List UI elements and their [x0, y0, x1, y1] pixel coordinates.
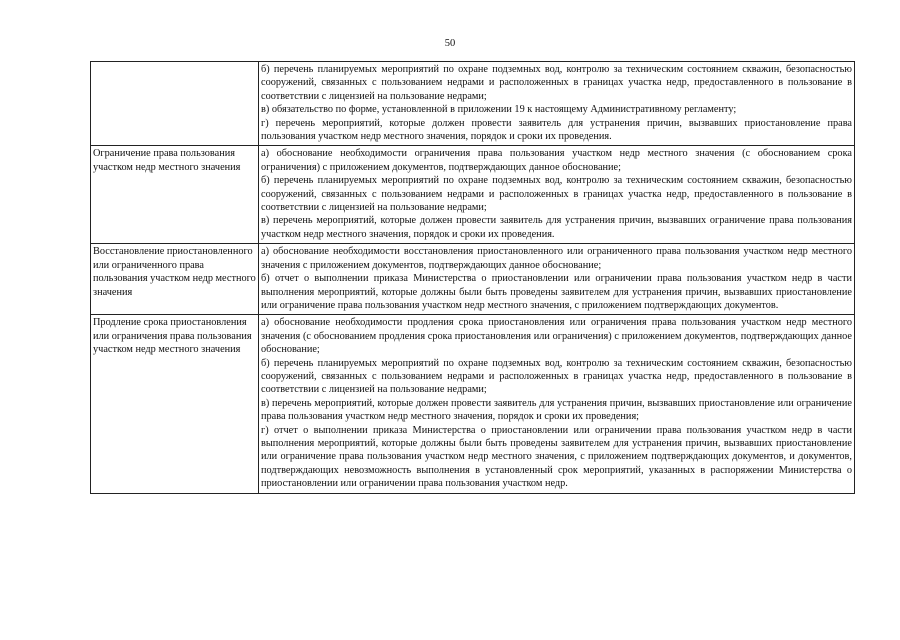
document-item: б) перечень планируемых мероприятий по охране подземных вод, контролю за техническим состоянием скважин, безопасностью сооружений, связанных с пользованием недрами и расположенных в границах участка недр, предоставленного в пользование в соответствии с лицензией на пользование недрами; — [261, 64, 852, 102]
documents-cell — [259, 315, 855, 493]
document-item: б) отчет о выполнении приказа Министерства о приостановлении или ограничении права пользования участком недр в части выполнения мероприятий, которые должны были быть проведены заявителем для устранения причин, вызвавших приостановление или ограничение права пользования участком недр местного значения, с приложением подтверждающих документов. — [261, 273, 852, 311]
table-row — [91, 244, 855, 315]
table-row — [91, 62, 855, 146]
document-item: г) отчет о выполнении приказа Министерства о приостановлении или ограничении права пользования участком недр в части выполнения мероприятий, которые должны были быть проведены заявителем для устранения причин, вызвавших приостановление или ограничение права пользования участком недр местного значения, с приложением подтверждающих документов, и документов, подтверждающих невозможность выполнения в установленный срок мероприятий, указанных в распоряжении Министерства о приостановлении или ограничении права пользования участком недр. — [261, 424, 852, 490]
document-item: г) перечень мероприятий, которые должен провести заявитель для устранения причин, вызвавших приостановление права пользования участком недр местного значения, порядок и сроки их проведения. — [261, 117, 852, 143]
document-item: в) перечень мероприятий, которые должен провести заявитель для устранения причин, вызвавших ограничение права пользования участком недр местного значения, порядок и сроки их проведения. — [261, 215, 852, 240]
table-row — [91, 146, 855, 244]
action-cell: Продление срока приостановления или ограничения права пользования участком недр местного значения — [91, 315, 259, 493]
action-cell: Восстановление приостановленного или ограниченного права пользования участком недр местного значения — [91, 244, 259, 315]
documents-cell — [259, 146, 855, 244]
document-item: б) перечень планируемых мероприятий по охране подземных вод, контролю за техническим состоянием скважин, безопасностью сооружений, связанных с пользованием недрами и расположенных в границах участка недр, предоставленного в пользование в соответствии с лицензией на пользование недрами; — [261, 357, 852, 396]
table-row — [91, 315, 855, 493]
action-cell: Ограничение права пользования участком недр местного значения — [91, 146, 259, 244]
document-item: а) обоснование необходимости ограничения права пользования участком недр местного значения (с обоснованием срока ограничения) с приложением документов, подтверждающих данное обоснование; — [261, 148, 852, 173]
requirements-table — [90, 61, 855, 494]
document-item: а) обоснование необходимости продления срока приостановления или ограничения права пользования участком недр местного значения (с обоснованием продления срока приостановления или ограничения) с приложением документов, подтверждающих данное обоснование; — [261, 317, 852, 356]
document-item: в) перечень мероприятий, которые должен провести заявитель для устранения причин, вызвавших приостановление или ограничение права пользования участком недр местного значения, порядок и сроки их проведения; — [261, 397, 852, 423]
documents-cell — [259, 62, 855, 146]
action-cell — [91, 62, 259, 146]
page-number: 50 — [444, 38, 456, 49]
document-item: в) обязательство по форме, установленной в приложении 19 к настоящему Административному регламенту; — [261, 104, 737, 116]
documents-cell — [259, 244, 855, 315]
document-item: б) перечень планируемых мероприятий по охране подземных вод, контролю за техническим состоянием скважин, безопасностью сооружений, связанных с пользованием недрами и расположенных в границах участка недр, предоставленного в пользование в соответствии с лицензией на пользование недрами; — [261, 175, 852, 214]
document-item: а) обоснование необходимости восстановления приостановленного или ограниченного права пользования участком недр местного значения с приложением документов, подтверждающих данное обоснование; — [261, 246, 852, 271]
